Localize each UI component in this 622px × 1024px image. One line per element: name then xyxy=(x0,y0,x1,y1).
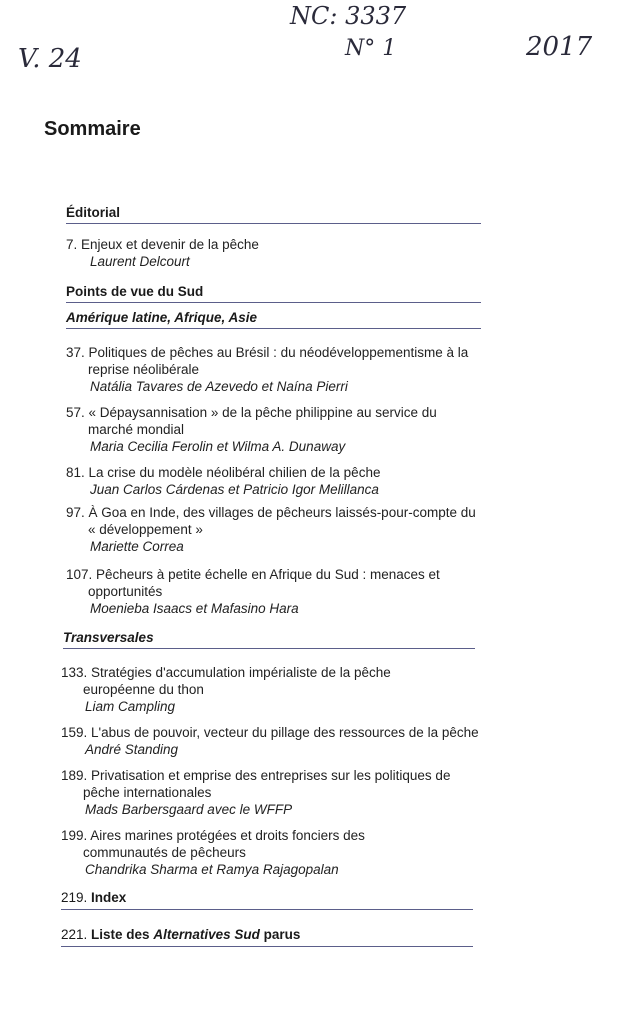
toc-entry xyxy=(61,827,451,878)
entry-author: Natália Tavares de Azevedo et Naína Pierri xyxy=(90,379,348,394)
entry-author: Laurent Delcourt xyxy=(90,254,190,269)
entry-title: 57. « Dépaysannisation » de la pêche philippine au service du marché mondial xyxy=(66,405,437,437)
toc-entry xyxy=(61,767,481,818)
liste-post: parus xyxy=(263,927,301,942)
entry-title: 199. Aires marines protégées et droits fonciers des communautés de pêcheurs xyxy=(61,828,365,860)
section-transversales: Transversales xyxy=(63,630,475,649)
entry-title: 81. La crise du modèle néolibéral chilien de la pêche xyxy=(66,465,381,480)
handwritten-year: 2017 xyxy=(526,32,593,62)
section-editorial: Éditorial xyxy=(66,205,481,224)
toc-entry xyxy=(66,504,481,555)
entry-author: Mariette Correa xyxy=(90,539,184,554)
entry-author: Mads Barbersgaard avec le WFFP xyxy=(85,802,293,817)
liste-italic: Alternatives Sud xyxy=(153,927,260,942)
index-label: Index xyxy=(91,890,127,905)
liste-pre: Liste des xyxy=(91,927,150,942)
toc-entry xyxy=(61,664,461,715)
entry-title: 189. Privatisation et emprise des entreprises sur les politiques de pêche internationales xyxy=(61,768,451,800)
entry-title: 97. À Goa en Inde, des villages de pêcheurs laissés-pour-compte du « développement » xyxy=(66,505,476,537)
entry-author: Chandrika Sharma et Ramya Rajagopalan xyxy=(85,862,339,877)
handwritten-issue-number: N° 1 xyxy=(345,36,397,61)
entry-author: Moenieba Isaacs et Mafasino Hara xyxy=(90,601,299,616)
toc-entry-index xyxy=(61,890,473,910)
toc-entry xyxy=(66,404,461,455)
entry-title: 107. Pêcheurs à petite échelle en Afrique du Sud : menaces et opportunités xyxy=(66,567,440,599)
entry-title: 7. Enjeux et devenir de la pêche xyxy=(66,237,259,252)
entry-author: André Standing xyxy=(85,742,179,757)
handwritten-volume: V. 24 xyxy=(18,44,82,74)
entry-author: Maria Cecilia Ferolin et Wilma A. Dunaway xyxy=(90,439,346,454)
toc-entry xyxy=(66,464,466,498)
entry-title: 37. Politiques de pêches au Brésil : du néodéveloppementisme à la reprise néolibérale xyxy=(66,345,469,377)
section-regions: Amérique latine, Afrique, Asie xyxy=(66,310,481,329)
toc-entry xyxy=(66,236,466,270)
entry-author: Liam Campling xyxy=(85,699,176,714)
section-points-de-vue: Points de vue du Sud xyxy=(66,284,481,303)
handwritten-nc-number: NC: 3337 xyxy=(290,2,407,30)
entry-title: 133. Stratégies d'accumulation impérialiste de la pêche européenne du thon xyxy=(61,665,391,697)
index-page: 219. xyxy=(61,890,88,905)
entry-title: 159. L'abus de pouvoir, vecteur du pillage des ressources de la pêche xyxy=(61,725,479,740)
toc-entry xyxy=(66,566,441,617)
entry-author: Juan Carlos Cárdenas et Patricio Igor Melillanca xyxy=(90,482,379,497)
toc-entry xyxy=(66,344,496,395)
page-title: Sommaire xyxy=(44,118,141,140)
liste-page: 221. xyxy=(61,927,88,942)
toc-entry xyxy=(61,724,481,758)
toc-entry-liste xyxy=(61,927,473,947)
